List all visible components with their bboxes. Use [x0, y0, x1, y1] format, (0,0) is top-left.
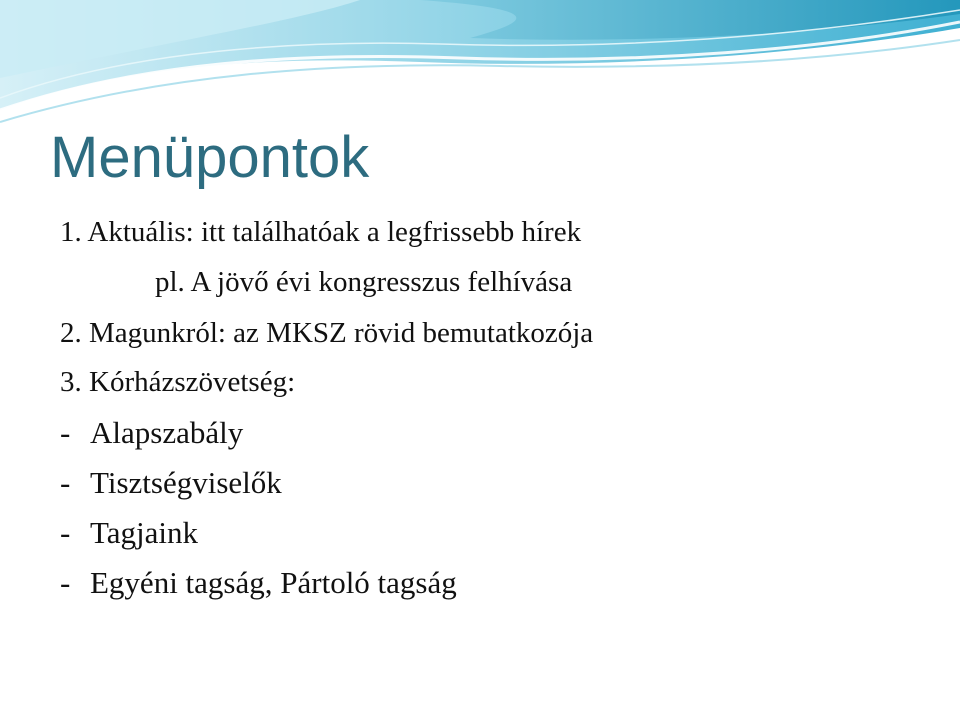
subitem-tisztsegviselok: [60, 463, 282, 503]
subitem-alapszabaly: [60, 413, 243, 453]
bullet-dash: -: [60, 415, 71, 450]
menu-item-aktualis-example: pl. A jövő évi kongresszus felhívása: [155, 266, 573, 298]
subitem-label: Egyéni tagság, Pártoló tagság: [90, 565, 457, 600]
menu-item-magunkrol: 2. Magunkról: az MKSZ rövid bemutatkozója: [60, 317, 594, 349]
subitem-tagsag: [60, 563, 457, 603]
subitem-label: Alapszabály: [90, 415, 244, 450]
slide-title: Menüpontok: [50, 125, 370, 190]
menu-item-korhazszovetseg: 3. Kórházszövetség:: [60, 366, 296, 398]
bullet-dash: -: [60, 565, 71, 600]
subitem-tagjaink: [60, 513, 198, 553]
bullet-dash: -: [60, 515, 71, 550]
subitem-label: Tisztségviselők: [90, 465, 282, 500]
bullet-dash: -: [60, 465, 71, 500]
subitem-label: Tagjaink: [90, 515, 199, 550]
menu-item-aktualis: 1. Aktuális: itt találhatóak a legfrissebb hírek: [60, 216, 582, 248]
